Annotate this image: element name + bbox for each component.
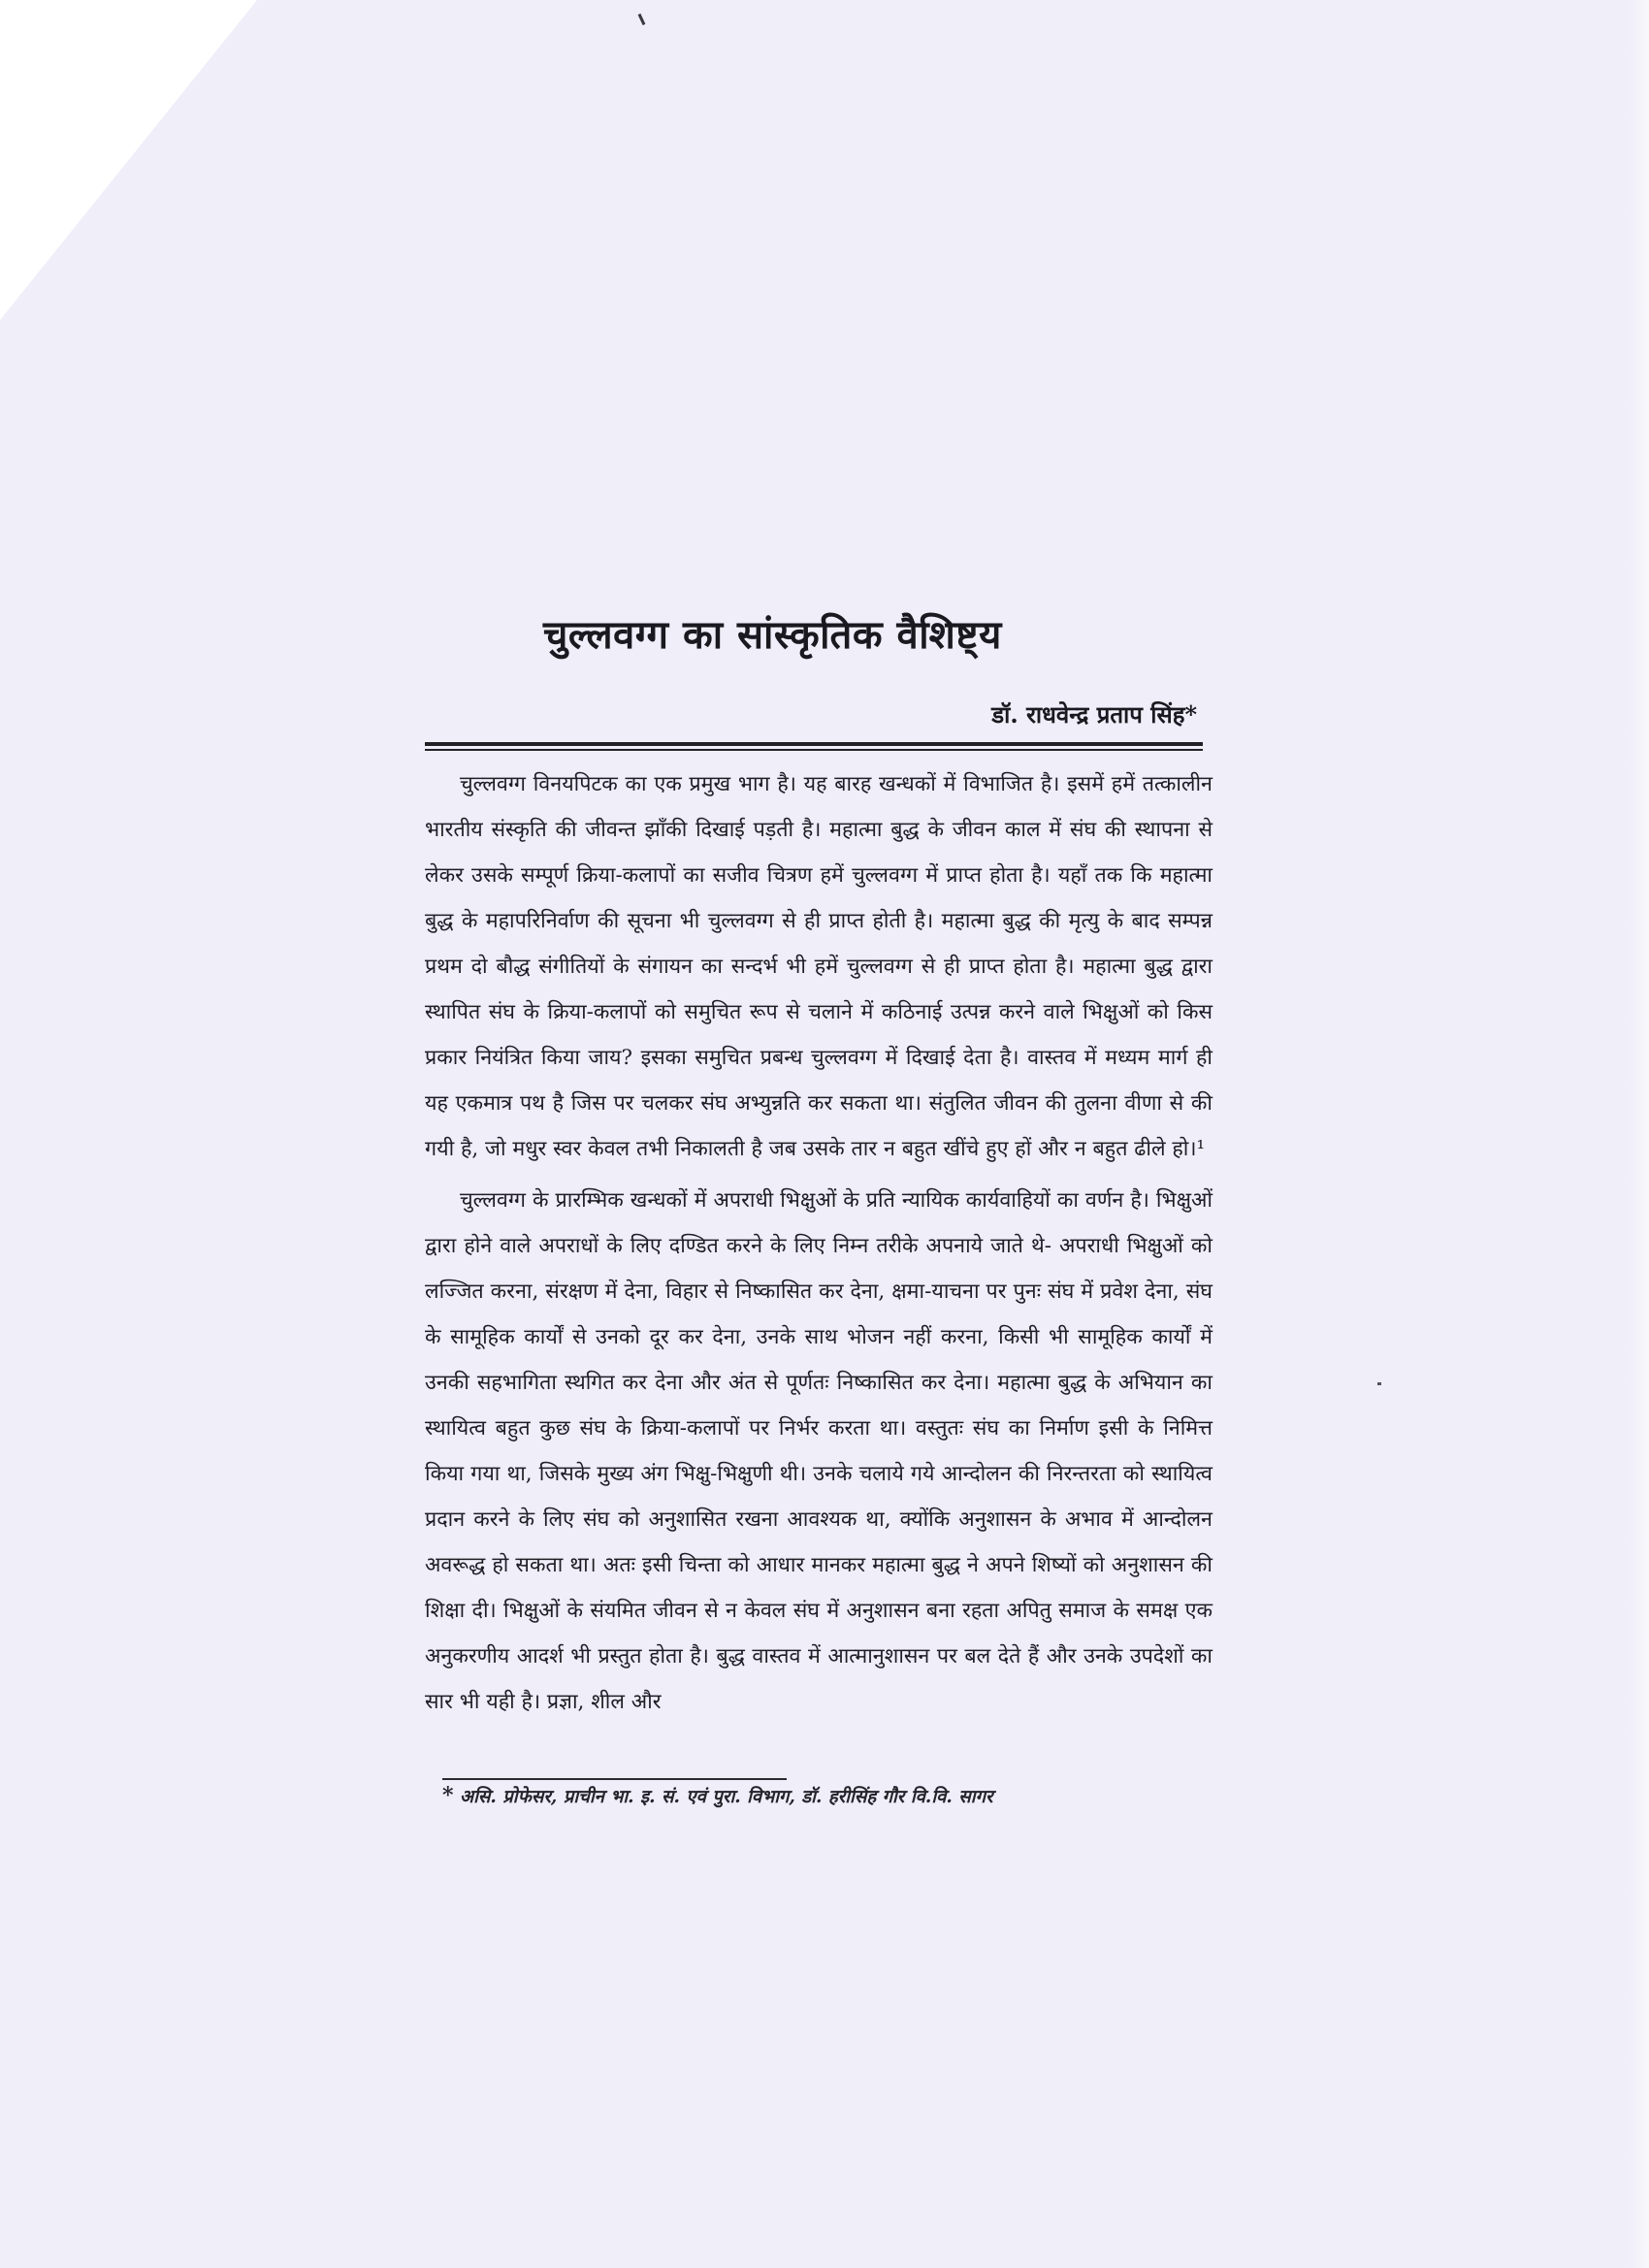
body-paragraph: चुल्लवग्ग विनयपिटक का एक प्रमुख भाग है। यह बारह खन्धकों में विभाजित है। इसमें हमें तत्कालीन भारतीय संस्कृति की जीवन्त झाँकी दिखाई पड़ती है। महात्मा बुद्ध के जीवन काल में संघ की स्थापना से लेकर उसके सम्पूर्ण क्रिया-कलापों का सजीव चित्रण हमें चुल्लवग्ग में प्राप्त होता है। यहाँ तक कि महात्मा बुद्ध के महापरिनिर्वाण की सूचना भी चुल्लवग्ग से ही प्राप्त होती है। महात्मा बुद्ध की मृत्यु के बाद सम्पन्न प्रथम दो बौद्ध संगीतियों के संगायन का सन्दर्भ भी हमें चुल्लवग्ग से ही प्राप्त होता है। महात्मा बुद्ध द्वारा स्थापित संघ के क्रिया-कलापों को समुचित रूप से चलाने में कठिनाई उत्पन्न करने वाले भिक्षुओं को किस प्रकार नियंत्रित किया जाय? इसका समुचित प्रबन्ध चुल्लवग्ग में दिखाई देता है। वास्तव में मध्यम मार्ग ही यह एकमात्र पथ है जिस पर चलकर संघ अभ्युन्नति कर सकता था। संतुलित जीवन की तुलना वीणा से की गयी है, जो मधुर स्वर केवल तभी निकालती है जब उसके तार न बहुत खींचे हुए हों और न बहुत ढीले हो।¹: [425, 772, 1212, 1161]
folded-corner: [0, 0, 257, 320]
footnote-text: असि. प्रोफेसर, प्राचीन भा. इ. सं. एवं पुरा. विभाग, डॉ. हरीसिंह गौर वि.वि. सागर: [459, 1787, 993, 1807]
scan-speck: [1377, 1382, 1381, 1385]
article-title: चुल्लवग्ग का सांस्कृतिक वैशिष्ट्य: [543, 612, 1002, 658]
title-rule: [425, 742, 1203, 746]
article-author: डॉ. राधवेन्द्र प्रताप सिंह*: [991, 700, 1197, 729]
title-rule: [425, 749, 1203, 751]
body-paragraph: चुल्लवग्ग के प्रारम्भिक खन्धकों में अपराधी भिक्षुओं के प्रति न्यायिक कार्यवाहियों का वर्णन है। भिक्षुओं द्वारा होने वाले अपराधों के लिए दण्डित करने के लिए निम्न तरीके अपनाये जाते थे- अपराधी भिक्षुओं को लज्जित करना, संरक्षण में देना, विहार से निष्कासित कर देना, क्षमा-याचना पर पुनः संघ में प्रवेश देना, संघ के सामूहिक कार्यों से उनको दूर कर देना, उनके साथ भोजन नहीं करना, किसी भी सामूहिक कार्यों में उनकी सहभागिता स्थगित कर देना और अंत से पूर्णतः निष्कासित कर देना। महात्मा बुद्ध के अभियान का स्थायित्व बहुत कुछ संघ के क्रिया-कलापों पर निर्भर करता था। वस्तुतः संघ का निर्माण इसी के निमित्त किया गया था, जिसके मुख्य अंग भिक्षु-भिक्षुणी थी। उनके चलाये गये आन्दोलन की निरन्तरता को स्थायित्व प्रदान करने के लिए संघ को अनुशासित रखना आवश्यक था, क्योंकि अनुशासन के अभाव में आन्दोलन अवरूद्ध हो सकता था। अतः इसी चिन्ता को आधार मानकर महात्मा बुद्ध ने अपने शिष्यों को अनुशासन की शिक्षा दी। भिक्षुओं के संयमित जीवन से न केवल संघ में अनुशासन बना रहता अपितु समाज के समक्ष एक अनुकरणीय आदर्श भी प्रस्तुत होता है। बुद्ध वास्तव में आत्मानुशासन पर बल देते हैं और उनके उपदेशों का सार भी यही है। प्रज्ञा, शील और: [425, 1188, 1212, 1714]
footnote: [442, 1783, 1218, 1808]
footnote-rule: [442, 1778, 787, 1780]
article-body: [425, 761, 1212, 1725]
page-edge: [1628, 0, 1649, 2268]
footnote-marker: *: [442, 1783, 454, 1808]
